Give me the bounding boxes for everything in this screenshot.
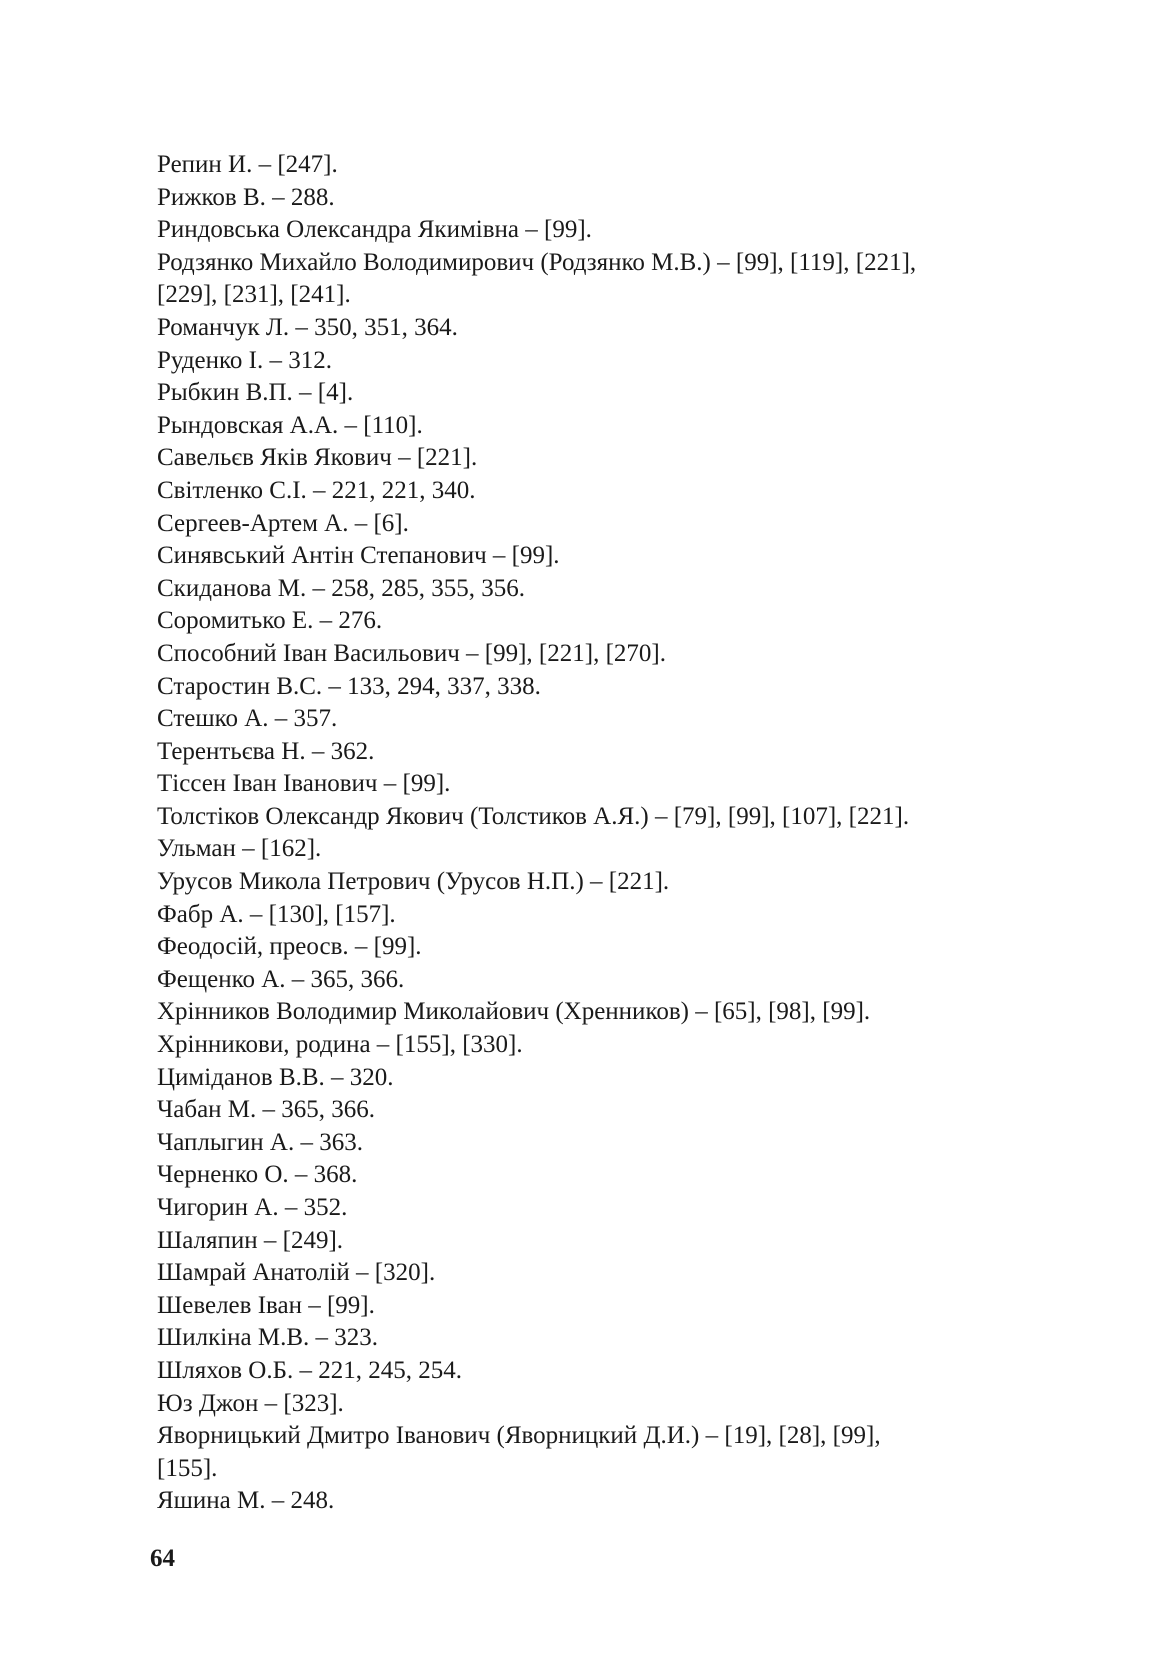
index-entry: Фещенко А. – 365, 366. <box>157 965 405 993</box>
index-entry: Соромитько Е. – 276. <box>157 607 383 635</box>
index-entry: Ульман – [162]. <box>157 835 322 863</box>
index-entry: Шаляпин – [249]. <box>157 1226 344 1254</box>
index-entry: Чаплыгин А. – 363. <box>157 1128 363 1156</box>
index-entry: Юз Джон – [323]. <box>157 1389 344 1417</box>
index-entry: Урусов Микола Петрович (Урусов Н.П.) – [221]. <box>157 868 670 896</box>
index-entry-continuation: [155]. <box>157 1454 218 1482</box>
index-entry: Чабан М. – 365, 366. <box>157 1096 376 1124</box>
index-entry: Сергеев-Артем А. – [6]. <box>157 509 409 537</box>
index-entry: Хрінников Володимир Миколайович (Хренников) – [65], [98], [99]. <box>157 998 871 1026</box>
index-entry: Способний Іван Васильович – [99], [221], [270]. <box>157 639 666 667</box>
index-entry: Шамрай Анатолій – [320]. <box>157 1259 436 1287</box>
index-entry: Чигорин А. – 352. <box>157 1194 348 1221</box>
index-entry: Романчук Л. – 350, 351, 364. <box>157 313 458 341</box>
index-entry: Шляхов О.Б. – 221, 245, 254. <box>157 1356 462 1384</box>
index-entry-continuation: [229], [231], [241]. <box>157 281 351 309</box>
index-entry: Старостин В.С. – 133, 294, 337, 338. <box>157 672 541 700</box>
index-entry: Шилкіна М.В. – 323. <box>157 1324 379 1352</box>
index-entry: Родзянко Михайло Володимирович (Родзянко М.В.) – [99], [119], [221], <box>157 248 917 276</box>
index-entry: Хрінникови, родина – [155], [330]. <box>157 1031 523 1059</box>
index-entry: Циміданов В.В. – 320. <box>157 1063 394 1091</box>
index-entry: Фабр А. – [130], [157]. <box>157 900 396 928</box>
index-entry: Риндовська Олександра Якимівна – [99]. <box>157 216 592 244</box>
index-entry: Феодосій, преосв. – [99]. <box>157 933 422 961</box>
index-entry: Стешко А. – 357. <box>157 705 338 733</box>
index-entry: Яшина М. – 248. <box>157 1487 335 1515</box>
index-entry: Толстіков Олександр Якович (Толстиков А.Я.) – [79], [99], [107], [221]. <box>157 802 910 830</box>
index-entry: Тіссен Іван Іванович – [99]. <box>157 770 451 798</box>
index-entry: Терентьєва Н. – 362. <box>157 737 375 765</box>
index-entry: Світленко С.І. – 221, 221, 340. <box>157 476 476 504</box>
index-entry: Черненко О. – 368. <box>157 1161 358 1189</box>
index-entry: Руденко І. – 312. <box>157 346 332 374</box>
index-entry: Рижков В. – 288. <box>157 183 335 211</box>
index-entry: Рындовская А.А. – [110]. <box>157 411 423 439</box>
index-entry: Яворницький Дмитро Іванович (Яворницкий Д.И.) – [19], [28], [99], <box>157 1422 881 1450</box>
index-entry: Скиданова М. – 258, 285, 355, 356. <box>157 574 525 602</box>
index-entry: Шевелев Іван – [99]. <box>157 1291 375 1319</box>
name-index-list <box>157 149 1017 1518</box>
index-entry: Савельєв Яків Якович – [221]. <box>157 444 478 472</box>
index-entry: Синявський Антін Степанович – [99]. <box>157 542 560 570</box>
index-entry: Репин И. – [247]. <box>157 151 338 178</box>
index-entry: Рыбкин В.П. – [4]. <box>157 379 354 407</box>
page-number: 64 <box>150 1545 175 1572</box>
